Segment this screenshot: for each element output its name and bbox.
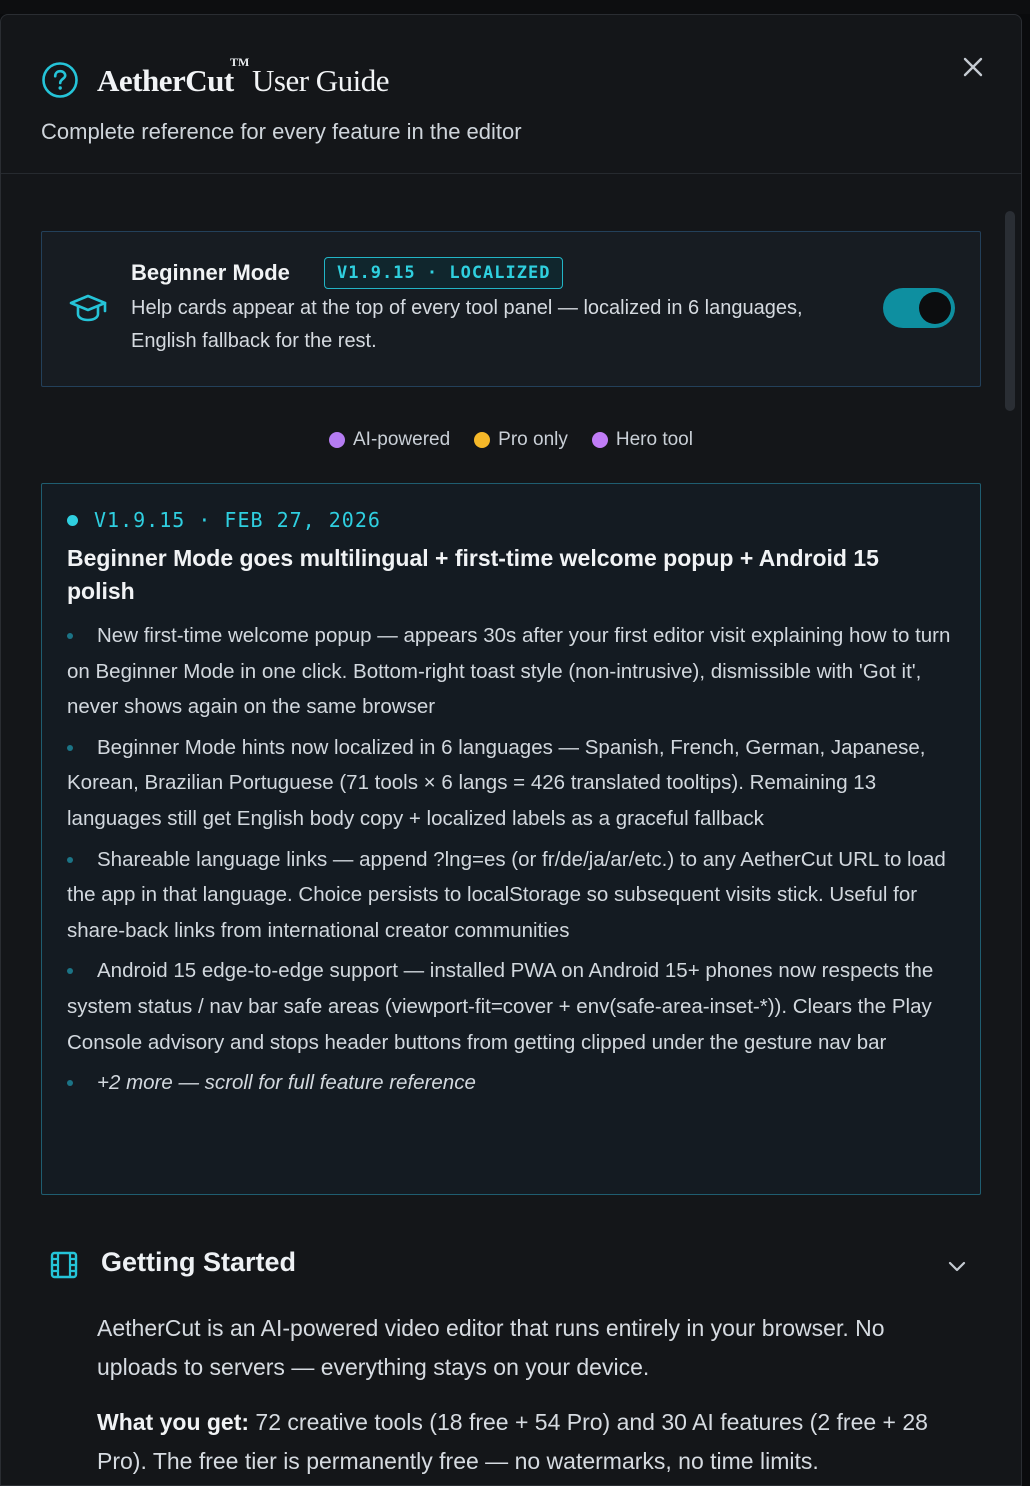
list-item	[67, 618, 959, 725]
bullet-icon	[67, 633, 73, 639]
feature-legend	[1, 429, 1021, 451]
list-item-text: Beginner Mode hints now localized in 6 languages — Spanish, French, German, Japanese, Korean, Brazilian Portuguese (71 tools × 6 langs = 426 translated tooltips). Remaining 13 languages still get English body copy + localized labels as a graceful fallback	[67, 735, 926, 830]
brand-name: AetherCut	[97, 63, 234, 98]
list-item	[67, 842, 959, 949]
getting-started-body	[97, 1309, 967, 1486]
page-subtitle: Complete reference for every feature in the editor	[41, 119, 522, 144]
bullet-icon	[67, 968, 73, 974]
bullet-icon	[67, 857, 73, 863]
release-version-date: V1.9.15 · FEB 27, 2026	[94, 508, 381, 532]
getting-started-header[interactable]	[41, 1233, 979, 1293]
legend-item-ai	[329, 429, 450, 451]
legend-label: Pro only	[498, 429, 568, 450]
status-dot-icon	[67, 515, 78, 526]
list-item	[67, 730, 959, 837]
bullet-icon	[67, 1080, 73, 1086]
user-guide-modal	[0, 14, 1022, 1486]
more-link-text: +2 more — scroll for full feature reference	[97, 1071, 476, 1095]
list-item-text: New first-time welcome popup — appears 30s after your first editor visit explaining how to turn on Beginner Mode in one click. Bottom-right toast style (non-intrusive), dismissible with 'Got it', never shows again on the same browser	[67, 624, 951, 719]
page-title: User Guide	[252, 63, 390, 98]
toggle-knob	[919, 292, 951, 324]
hero-dot-icon	[592, 432, 608, 448]
release-notes-card	[41, 483, 981, 1195]
features-paragraph	[97, 1403, 967, 1481]
film-icon	[50, 1251, 78, 1279]
more-link[interactable]	[67, 1065, 959, 1101]
beginner-mode-card	[41, 231, 981, 387]
pro-dot-icon	[474, 432, 490, 448]
scrollbar[interactable]	[1005, 211, 1015, 411]
release-list	[67, 618, 959, 1106]
beginner-mode-toggle[interactable]	[883, 288, 955, 328]
graduation-cap-icon	[68, 292, 108, 326]
close-icon[interactable]	[959, 53, 987, 81]
section-title: Getting Started	[101, 1247, 297, 1277]
list-item	[67, 953, 959, 1060]
legend-item-pro	[474, 429, 568, 451]
legend-item-hero	[592, 429, 693, 451]
release-title: Beginner Mode goes multilingual + first-time welcome popup + Android 15 polish	[67, 545, 879, 604]
trademark-mark: TM	[230, 55, 250, 69]
what-text: 72 creative tools (18 free + 54 Pro) and 30 AI features (2 free + 28 Pro). The free tier is permanently free — no watermarks, no time limits.	[97, 1409, 928, 1474]
beginner-mode-title: Beginner Mode	[131, 260, 290, 285]
beginner-mode-description: Help cards appear at the top of every tool panel — localized in 6 languages, English fallback for the rest.	[131, 297, 803, 352]
legend-label: Hero tool	[615, 429, 693, 450]
question-circle-icon	[41, 61, 79, 99]
bullet-icon	[67, 745, 73, 751]
intro-paragraph: AetherCut is an AI-powered video editor that runs entirely in your browser. No uploads to servers — everything stays on your device.	[97, 1315, 885, 1380]
release-meta	[67, 508, 381, 532]
legend-label: AI-powered	[353, 429, 451, 450]
modal-header	[1, 15, 1021, 174]
what-label: What you get:	[97, 1409, 250, 1435]
ai-dot-icon	[329, 432, 345, 448]
scrollbar-thumb[interactable]	[1005, 211, 1015, 411]
list-item-text: Shareable language links — append ?lng=es (or fr/de/ja/ar/etc.) to any AetherCut URL to load the app in that language. Choice persists to localStorage so subsequent visits stick. Useful for share-back links from international creator communities	[67, 847, 946, 942]
backdrop	[0, 0, 1030, 14]
list-item-text: Android 15 edge-to-edge support — installed PWA on Android 15+ phones now respects the system status / nav bar safe areas (viewport-fit=cover + env(safe-area-inset-*)). Clears the Play Console advisory and stops header buttons from getting clipped under the gesture nav bar	[67, 959, 934, 1054]
version-badge: V1.9.15 · LOCALIZED	[324, 257, 563, 289]
chevron-down-icon[interactable]	[946, 1255, 968, 1277]
